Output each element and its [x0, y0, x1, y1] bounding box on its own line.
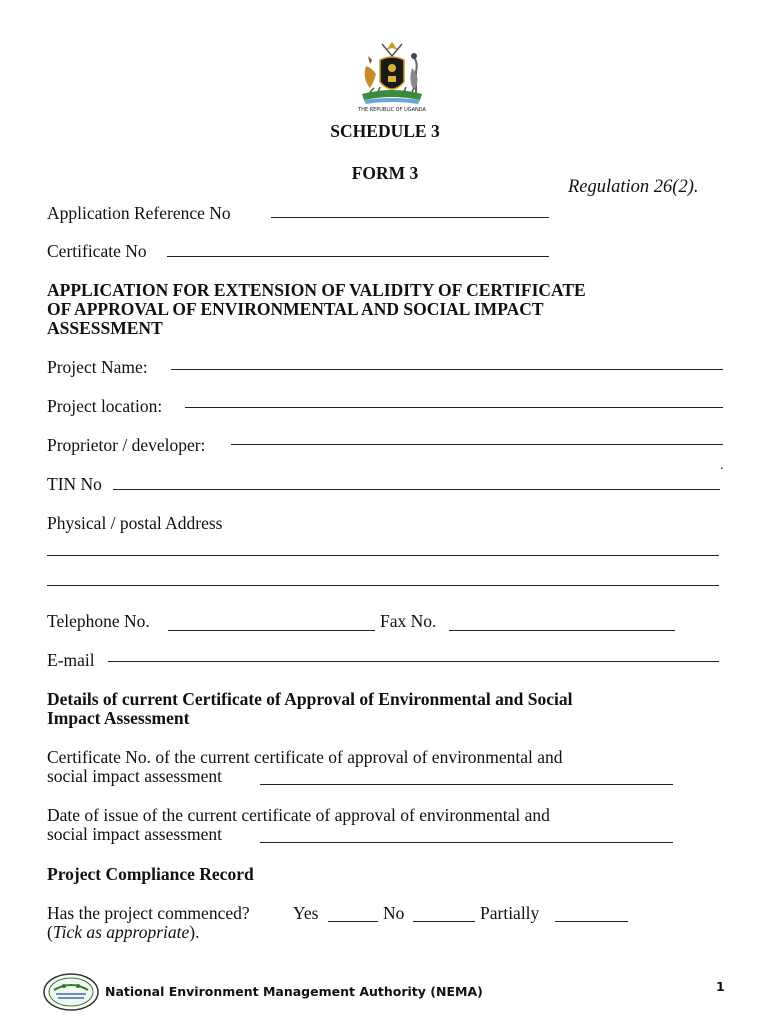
application-reference-label: Application Reference No: [47, 203, 231, 223]
date-of-issue-line1: Date of issue of the current certificate of approval of environmental and: [47, 805, 550, 825]
partially-field[interactable]: [555, 921, 628, 922]
schedule-title: SCHEDULE 3: [330, 121, 440, 141]
current-cert-heading-line2: Impact Assessment: [47, 708, 190, 728]
nema-logo: [42, 972, 100, 1012]
no-field[interactable]: [413, 921, 475, 922]
regulation-reference: Regulation 26(2).: [568, 177, 699, 197]
footer-organization: National Environment Management Authority (NEMA): [105, 984, 483, 999]
application-reference-field[interactable]: [271, 217, 549, 218]
telephone-field[interactable]: [168, 630, 375, 631]
tick-close: ).: [189, 922, 200, 942]
fax-field[interactable]: [449, 630, 675, 631]
email-field[interactable]: [108, 661, 719, 662]
tick-note: [47, 922, 199, 942]
project-location-label: Project location:: [47, 396, 163, 416]
date-of-issue-field[interactable]: [260, 842, 673, 843]
tick-open: (: [47, 922, 53, 942]
commenced-question: Has the project commenced?: [47, 903, 250, 923]
form-title: FORM 3: [351, 163, 419, 183]
form-heading-line2: OF APPROVAL OF ENVIRONMENTAL AND SOCIAL IMPACT: [47, 299, 544, 319]
current-cert-heading-line1: Details of current Certificate of Approval of Environmental and Social: [47, 689, 573, 709]
date-of-issue-line2: social impact assessment: [47, 824, 222, 844]
stray-dot: .: [720, 458, 724, 473]
form-heading-line3: ASSESSMENT: [47, 318, 163, 338]
current-cert-no-line1: Certificate No. of the current certificate of approval of environmental and: [47, 747, 563, 767]
partially-label: Partially: [480, 903, 540, 923]
current-cert-no-field[interactable]: [260, 784, 673, 785]
tick-note-text: Tick as appropriate: [52, 922, 190, 942]
certificate-no-label: Certificate No: [47, 241, 147, 261]
no-label: No: [383, 903, 405, 923]
yes-field[interactable]: [328, 921, 378, 922]
address-field-line2[interactable]: [47, 585, 719, 586]
address-field-line1[interactable]: [47, 555, 719, 556]
telephone-label: Telephone No.: [47, 611, 150, 631]
yes-label: Yes: [293, 903, 319, 923]
page-number: 1: [716, 979, 725, 994]
project-name-label: Project Name:: [47, 357, 148, 377]
tin-label: TIN No: [47, 474, 102, 494]
proprietor-label: Proprietor / developer:: [47, 435, 206, 455]
fax-label: Fax No.: [380, 611, 437, 631]
certificate-no-field[interactable]: [167, 256, 549, 257]
form-heading-line1: APPLICATION FOR EXTENSION OF VALIDITY OF CERTIFICATE: [47, 280, 586, 300]
project-name-field[interactable]: [171, 369, 723, 370]
email-label: E-mail: [47, 650, 95, 670]
uganda-coat-of-arms-logo: [352, 38, 432, 114]
project-location-field[interactable]: [185, 407, 723, 408]
tin-field[interactable]: [113, 489, 720, 490]
address-label: Physical / postal Address: [47, 513, 223, 533]
current-cert-no-line2: social impact assessment: [47, 766, 222, 786]
compliance-heading: Project Compliance Record: [47, 864, 254, 884]
coat-caption: THE REPUBLIC OF UGANDA: [358, 107, 426, 113]
proprietor-field[interactable]: [231, 444, 723, 445]
